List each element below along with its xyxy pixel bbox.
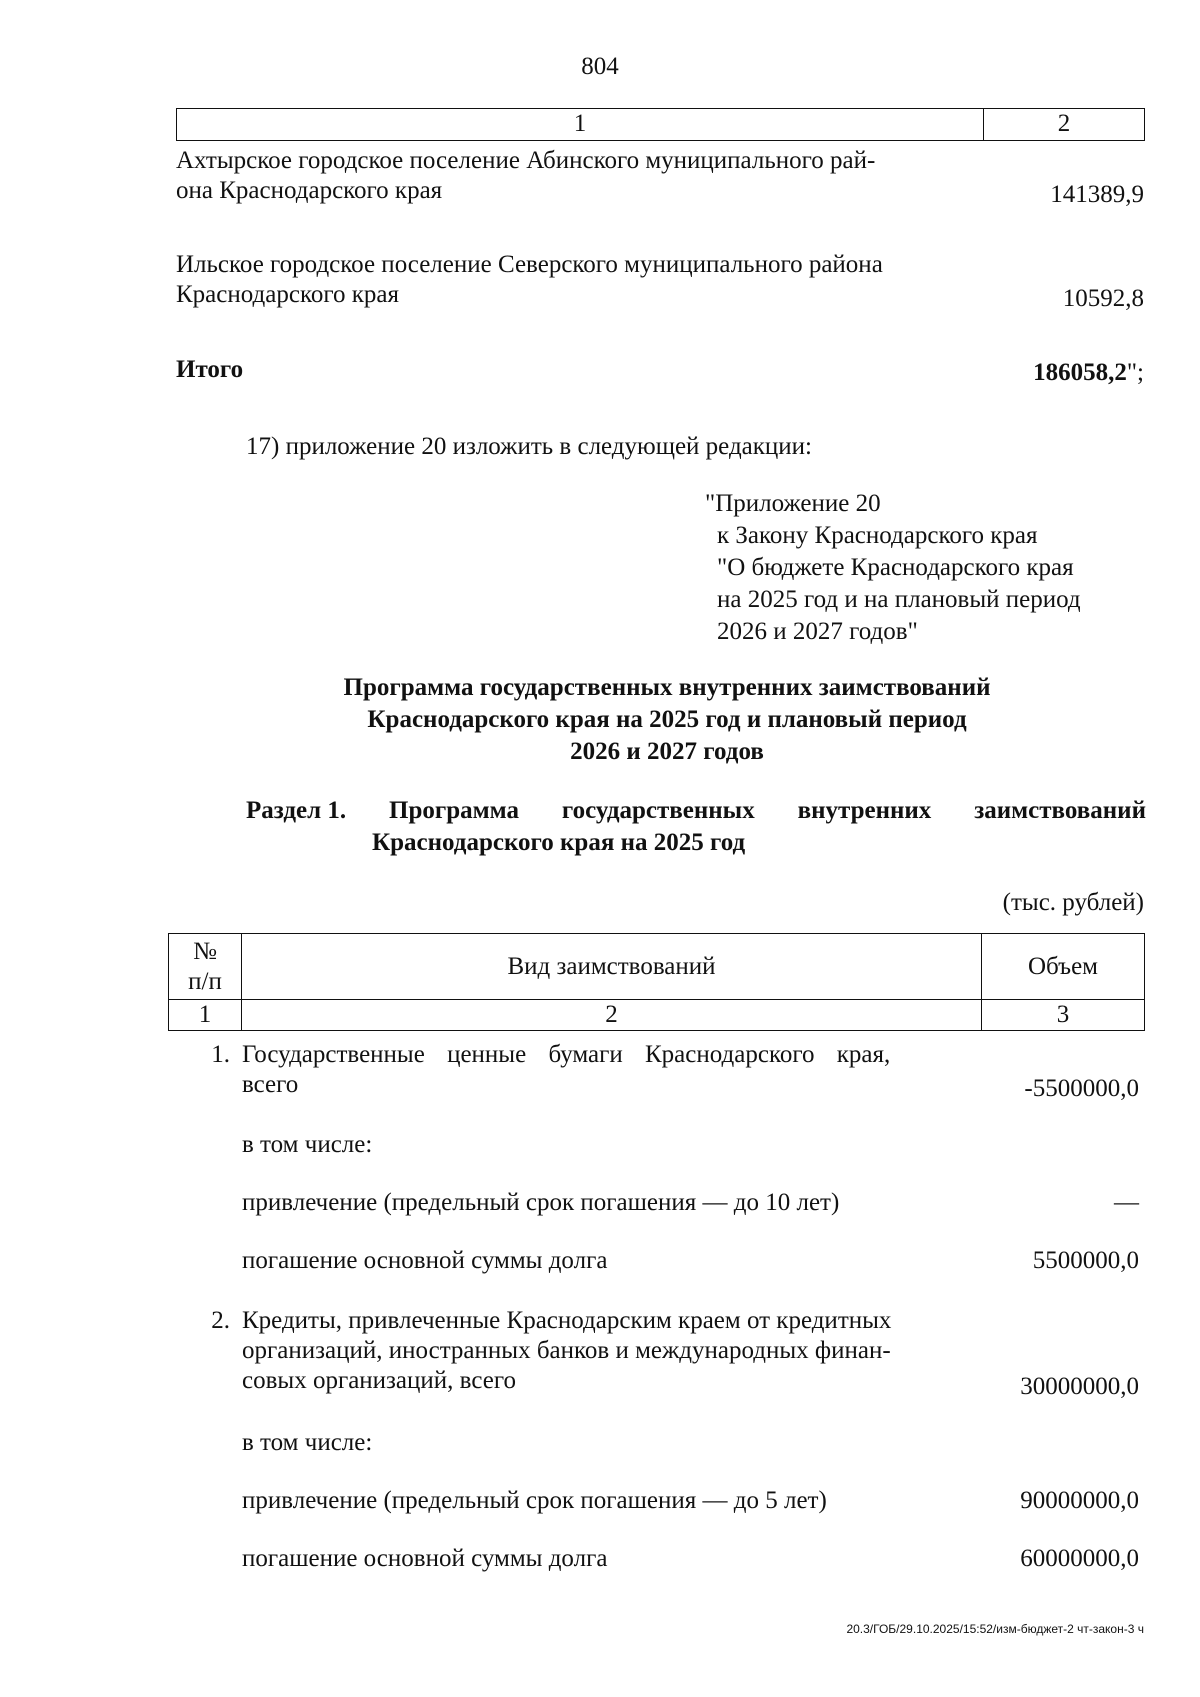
item-title-line3: совых организаций, всего [242,1367,516,1394]
including-label: в том числе: [242,1429,373,1456]
page-number: 804 [581,53,619,80]
total-label: Итого [176,356,244,383]
section-word: внутренних [797,797,932,824]
appendix-heading [705,488,1145,648]
units-label: (тыс. рублей) [1002,889,1144,916]
item-value: -5500000,0 [1024,1075,1139,1102]
document-footer-code: 20.3/ГОБ/29.10.2025/15:52/изм-бюджет-2 чт-закон-3 ч [846,1622,1144,1636]
section-word: государственных [561,797,755,824]
item-title-line2: всего [242,1071,299,1098]
section-title-line2: Краснодарского края на 2025 год [372,829,746,856]
sub-item-value: 60000000,0 [1020,1545,1139,1572]
loans-table-header [168,933,1145,1031]
program-title [0,672,1200,768]
section-title [246,795,1146,859]
settlement-value: 10592,8 [1062,285,1144,312]
appendix-line5: 2026 и 2027 годов" [717,618,918,645]
total-value: 186058,2 [1033,359,1127,386]
total-suffix: "; [1126,359,1144,386]
sub-item-label: привлечение (предельный срок погашения — до 10 лет) [242,1189,840,1216]
column-number-header [176,108,1145,141]
header-number [169,934,242,1000]
loan-item [168,1040,1145,1110]
section-word: Программа [389,797,520,824]
item-title [242,1040,972,1100]
settlement-name-line1: Ильское городское поселение Северского муниципального района [176,251,883,278]
item-index: 2. [211,1307,230,1334]
header-kind: Вид заимствований [242,934,982,1000]
item-title-line2: организаций, иностранных банков и международных финан- [242,1337,891,1364]
sub-item-value: 5500000,0 [1032,1247,1139,1274]
item-title-line1: Кредиты, привлеченные Краснодарским краем от кредитных [242,1307,892,1334]
header-volume: Объем [982,934,1145,1000]
col-number: 1 [169,1000,242,1031]
section-word: заимствований [974,797,1146,824]
appendix-line4: на 2025 год и на плановый период [717,586,1081,613]
settlement-row-text [176,146,996,206]
sub-item-label: погашение основной суммы долга [242,1247,608,1274]
settlement-row-text [176,250,996,310]
amendment-item: 17) приложение 20 изложить в следующей редакции: [246,433,812,460]
item-value: 30000000,0 [1020,1373,1139,1400]
program-title-line3: 2026 и 2027 годов [570,738,764,765]
settlement-name-line2: она Краснодарского края [176,177,443,204]
item-title [242,1306,972,1396]
settlement-value: 141389,9 [1050,181,1144,208]
sub-item-value: 90000000,0 [1020,1487,1139,1514]
loan-item [168,1306,1145,1406]
sub-item-value: — [1114,1189,1139,1216]
appendix-line3: "О бюджете Краснодарского края [717,554,1074,581]
item-title-line1 [242,1040,972,1070]
program-title-line1: Программа государственных внутренних заимствований [343,674,991,701]
appendix-line2: к Закону Краснодарского края [717,522,1038,549]
settlement-name-line1: Ахтырское городское поселение Абинского муниципального рай- [176,147,876,174]
settlement-name-line2: Краснодарского края [176,281,399,308]
including-label: в том числе: [242,1131,373,1158]
column-number-2: 2 [1057,110,1071,137]
section-prefix: Раздел 1. [246,797,347,824]
item-index: 1. [211,1041,230,1068]
appendix-line1: "Приложение 20 [705,490,881,517]
header-number-pp: п/п [188,967,222,995]
item-title-text: Государственные ценные бумаги Краснодарского края, [242,1041,891,1068]
sub-item-label: привлечение (предельный срок погашения — до 5 лет) [242,1487,827,1514]
column-number-1: 1 [177,109,984,140]
col-number: 3 [982,1000,1145,1031]
col-number: 2 [242,1000,982,1031]
program-title-line2: Краснодарского края на 2025 год и плановый период [367,706,967,733]
sub-item-label: погашение основной суммы долга [242,1545,608,1572]
header-number-sign: № [193,937,217,965]
total-value-wrap [1033,358,1144,388]
